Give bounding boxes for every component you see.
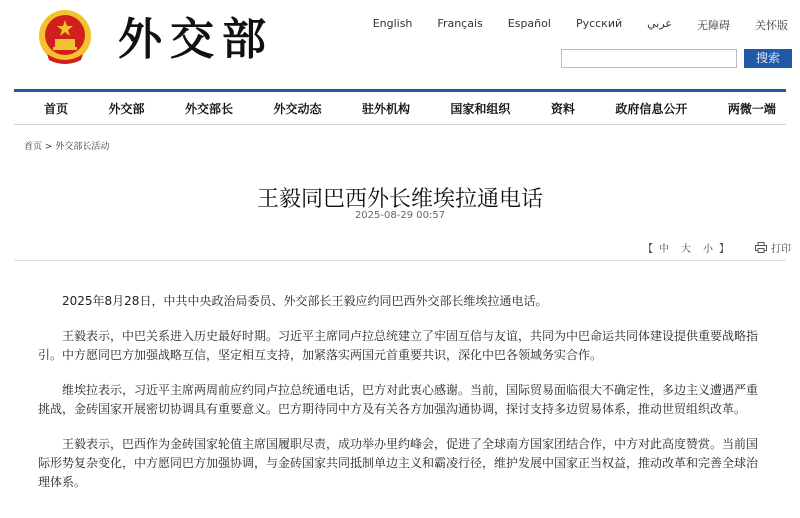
- print-label: 打印: [771, 244, 791, 255]
- lang-arabic[interactable]: عربي: [647, 17, 672, 30]
- font-size-medium[interactable]: 大: [681, 244, 691, 255]
- lang-french[interactable]: Français: [437, 17, 483, 30]
- nav-government-info[interactable]: 政府信息公开: [615, 101, 688, 116]
- divider: [14, 260, 786, 261]
- article-paragraph: 2025年8月28日，中共中央政治局委员、外交部长王毅应约同巴西外交部长维埃拉通电话。: [62, 294, 548, 308]
- breadcrumb: [24, 139, 109, 152]
- font-size-small[interactable]: 小: [703, 244, 713, 255]
- accessibility-link[interactable]: 无障碍: [697, 19, 730, 32]
- national-emblem-icon: [37, 8, 93, 66]
- article-title: 王毅同巴西外长维埃拉通电话: [256, 186, 543, 212]
- nav-countries-organizations[interactable]: 国家和组织: [450, 101, 511, 116]
- breadcrumb-home[interactable]: 首页: [24, 142, 43, 152]
- search-button[interactable]: 搜索: [744, 49, 792, 68]
- font-size-large[interactable]: 中: [659, 244, 669, 255]
- article-paragraph: 维埃拉表示，习近平主席两周前应约同卢拉总统通电话，巴方对此衷心感谢。当前，国际贸易面临很大不确定性，多边主义遭遇严重挑战，金砖国家开展密切协调具有重要意义。巴方期待同中方及有关各方加强沟通协调，探讨支持多边贸易体系，推动世贸组织改革。: [38, 383, 759, 416]
- article-paragraph: 王毅表示，中巴关系进入历史最好时期。习近平主席同卢拉总统建立了牢固互信与友谊，共同为中巴命运共同体建设提供重要战略指引。中方愿同巴方加强战略互信，坚定相互支持，加紧落实两国元首重要共识，深化中巴各领域务实合作。: [38, 329, 759, 362]
- breadcrumb-separator: >: [44, 142, 53, 152]
- article-paragraph: 王毅表示，巴西作为金砖国家轮值主席国履职尽责，成功举办里约峰会，促进了全球南方国家团结合作，中方对此高度赞赏。当前国际形势复杂变化，中方愿同巴方加强协调，与金砖国家共同抵制单边主义和霸凌行径，维护发展中国家正当权益，推动改革和完善全球治理体系。: [38, 437, 759, 489]
- print-button[interactable]: [755, 240, 791, 255]
- lang-english[interactable]: English: [372, 17, 413, 30]
- nav-ministry[interactable]: 外交部: [108, 101, 145, 116]
- article-tools: [643, 240, 791, 255]
- lang-spanish[interactable]: Español: [507, 17, 551, 30]
- font-size-bracket-close: 】: [719, 244, 729, 255]
- nav-resources[interactable]: 资料: [550, 101, 575, 116]
- nav-missions-abroad[interactable]: 驻外机构: [361, 101, 410, 116]
- article-body: [38, 292, 762, 508]
- nav-diplomatic-news[interactable]: 外交动态: [273, 101, 322, 116]
- nav-minister[interactable]: 外交部长: [184, 101, 233, 116]
- elder-care-mode-link[interactable]: 关怀版: [755, 19, 788, 32]
- article-date: 2025-08-29 00:57: [354, 210, 446, 221]
- printer-icon: [755, 242, 767, 253]
- main-nav: [14, 89, 786, 125]
- nav-home[interactable]: 首页: [44, 101, 69, 116]
- ministry-logo-calligraphy[interactable]: 外交部: [118, 14, 274, 65]
- nav-social-media[interactable]: 两微一端: [727, 101, 776, 116]
- lang-russian[interactable]: Русский: [575, 17, 623, 30]
- search-bar: [561, 49, 792, 68]
- font-size-bracket-open: 【: [643, 244, 653, 255]
- language-bar: [348, 17, 788, 33]
- breadcrumb-current[interactable]: 外交部长活动: [55, 142, 110, 152]
- search-input[interactable]: [561, 49, 737, 68]
